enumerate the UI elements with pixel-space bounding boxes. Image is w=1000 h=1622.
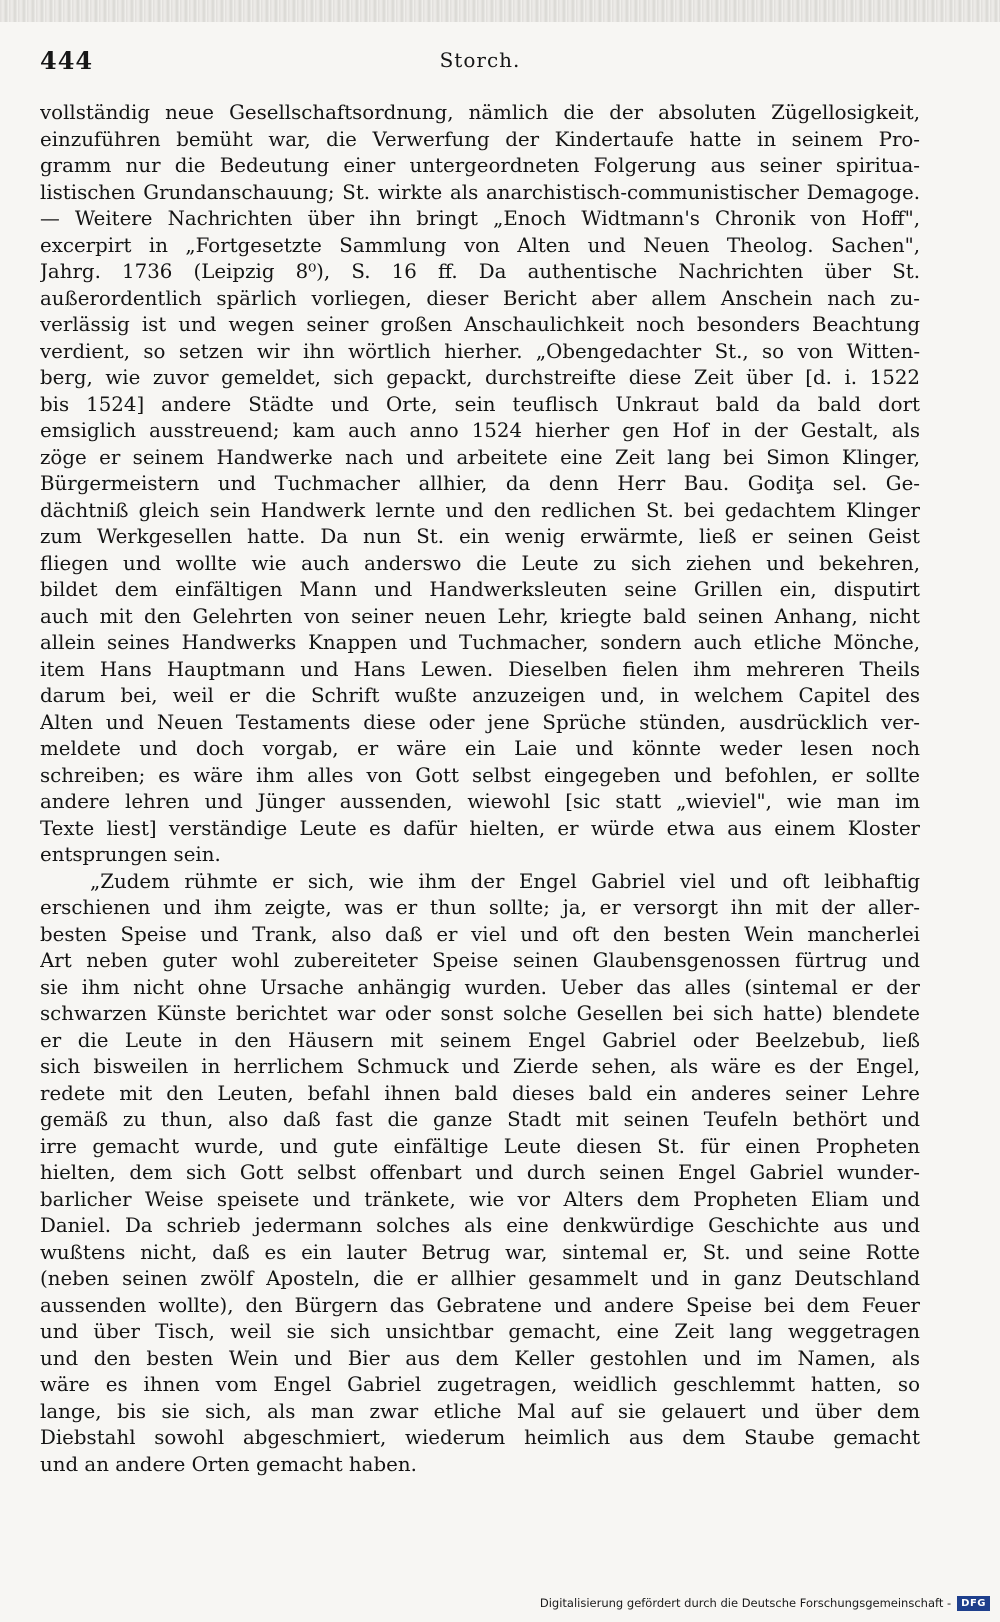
text-line: schreiben; es wäre ihm alles von Gott selbst eingegeben und befohlen, er sollte	[40, 763, 920, 787]
text-line: Texte liest] verständige Leute es dafür hielten, er würde etwa aus einem Kloster	[40, 816, 920, 840]
text-line: sie ihm nicht ohne Ursache anhängig wurden. Ueber das alles (sintemal er der	[40, 975, 920, 999]
text-line: dächtniß gleich sein Handwerk lernte und den redlichen St. bei gedachtem Klinger	[40, 498, 920, 522]
text-line: emsiglich ausstreuend; kam auch anno 1524 hierher gen Hof in der Gestalt, als	[40, 419, 920, 442]
text-line: vollständig neue Gesellschaftsordnung, nämlich die der absoluten Zügellosigkeit,	[40, 101, 920, 124]
text-line: meldete und doch vorgab, er wäre ein Laie und könnte weder lesen noch	[40, 737, 920, 760]
page-number: 444	[40, 46, 94, 75]
text-line: einzuführen bemüht war, die Verwerfung der Kindertaufe hatte in seinem Pro-	[40, 127, 920, 151]
digitization-credit	[540, 1592, 990, 1614]
text-line: — Weitere Nachrichten über ihn bringt „Enoch Widtmann's Chronik von Hoff",	[40, 207, 920, 230]
text-line: redete mit den Leuten, befahl ihnen bald dieses bald ein anderes seiner Lehre	[40, 1081, 920, 1105]
text-line: item Hans Hauptmann und Hans Lewen. Dieselben fielen ihm mehreren Theils	[40, 657, 920, 681]
text-line: bildet dem einfältigen Mann und Handwerksleuten seine Grillen ein, disputirt	[40, 578, 920, 601]
text-line: berg, wie zuvor gemeldet, sich gepackt, durchstreifte diese Zeit über [d. i. 1522	[40, 366, 920, 389]
text-line: Diebstahl sowohl abgeschmiert, wiederum heimlich aus dem Staube gemacht	[40, 1426, 920, 1449]
dfg-logo: DFG	[957, 1596, 990, 1611]
text-line: Jahrg. 1736 (Leipzig 8⁰), S. 16 ff. Da authentische Nachrichten über St.	[40, 260, 920, 283]
text-line: Daniel. Da schrieb jedermann solches als eine denkwürdige Geschichte aus und	[40, 1214, 920, 1237]
text-line: und über Tisch, weil sie sich unsichtbar gemacht, eine Zeit lang weggetragen	[40, 1320, 920, 1343]
text-line: irre gemacht wurde, und gute einfältige Leute diesen St. für einen Propheten	[40, 1134, 920, 1158]
text-line: Alten und Neuen Testaments diese oder jene Sprüche stünden, ausdrücklich ver-	[40, 710, 920, 734]
text-line: excerpirt in „Fortgesetzte Sammlung von Alten und Neuen Theolog. Sachen",	[40, 233, 920, 257]
scan-edge-noise	[0, 0, 1000, 22]
text-line: hielten, dem sich Gott selbst offenbart und durch seinen Engel Gabriel wunder-	[40, 1161, 920, 1184]
text-line: zöge er seinem Handwerke nach und arbeitete eine Zeit lang bei Simon Klinger,	[40, 445, 920, 469]
text-line: und den besten Wein und Bier aus dem Keller gestohlen und im Namen, als	[40, 1346, 920, 1370]
text-line: fliegen und wollte wie auch anderswo die Leute zu sich ziehen und bekehren,	[40, 551, 920, 575]
text-line: bis 1524] andere Städte und Orte, sein teuflisch Unkraut bald da bald dort	[40, 392, 920, 416]
text-line: wäre es ihnen vom Engel Gabriel zugetragen, weidlich geschlemmt hatten, so	[40, 1373, 920, 1396]
text-line: barlicher Weise speisete und tränkete, wie vor Alters dem Propheten Eliam und	[40, 1187, 920, 1211]
text-line-paragraph-end: und an andere Orten gemacht haben.	[40, 1452, 417, 1476]
article-body	[40, 100, 920, 1478]
text-line: er die Leute in den Häusern mit seinem Engel Gabriel oder Beelzebub, ließ	[40, 1028, 920, 1052]
text-line: lange, bis sie sich, als man zwar etliche Mal auf sie gelauert und über dem	[40, 1399, 920, 1423]
text-line-paragraph-start: „Zudem rühmte er sich, wie ihm der Engel Gabriel viel und oft leibhaftig	[90, 869, 920, 893]
text-line: zum Werkgesellen hatte. Da nun St. ein wenig erwärmte, ließ er seinen Geist	[40, 525, 920, 548]
text-line: wußtens nicht, daß es ein lauter Betrug war, sintemal er, St. und seine Rotte	[40, 1240, 920, 1264]
text-line: darum bei, weil er die Schrift wußte anzuzeigen und, in welchem Capitel des	[40, 684, 920, 707]
text-line: verlässig ist und wegen seiner großen Anschaulichkeit noch besonders Beachtung	[40, 313, 920, 336]
text-line: allein seines Handwerks Knappen und Tuchmacher, sondern auch etliche Mönche,	[40, 631, 920, 654]
text-line: erschienen und ihm zeigte, was er thun sollte; ja, er versorgt ihn mit der aller-	[40, 896, 920, 919]
credit-text: Digitalisierung gefördert durch die Deutsche Forschungsgemeinschaft -	[539, 1596, 952, 1610]
text-line: verdient, so setzen wir ihn wörtlich hierher. „Obengedachter St., so von Witten-	[40, 339, 920, 363]
text-line: Bürgermeistern und Tuchmacher allhier, da denn Herr Bau. Godiţa sel. Ge-	[40, 472, 920, 495]
text-line: (neben seinen zwölf Aposteln, die er allhier gesammelt und in ganz Deutschland	[40, 1267, 920, 1290]
text-line: listischen Grundanschauung; St. wirkte als anarchistisch-communistischer Demagoge.	[40, 180, 920, 204]
page-header	[40, 46, 920, 78]
text-line: schwarzen Künste berichtet war oder sonst solche Gesellen bei sich hatte) blendete	[40, 1002, 920, 1025]
text-line: gramm nur die Bedeutung einer untergeordneten Folgerung aus seiner spiritua-	[40, 154, 920, 177]
text-line: Art neben guter wohl zubereiteter Speise seinen Glaubensgenossen fürtrug und	[40, 949, 920, 972]
text-line: aussenden wollte), den Bürgern das Gebratene und andere Speise bei dem Feuer	[40, 1293, 920, 1317]
text-line: auch mit den Gelehrten von seiner neuen Lehr, kriegte bald seinen Anhang, nicht	[40, 604, 920, 628]
text-line: gemäß zu thun, also daß fast die ganze Stadt mit seinen Teufeln bethört und	[40, 1108, 920, 1131]
running-head: Storch.	[439, 48, 521, 72]
text-line-paragraph-end: entsprungen sein.	[40, 843, 221, 866]
text-line: andere lehren und Jünger aussenden, wiewohl [sic statt „wieviel", wie man im	[40, 790, 920, 813]
text-line: außerordentlich spärlich vorliegen, dieser Bericht aber allem Anschein nach zu-	[40, 286, 920, 310]
text-line: besten Speise und Trank, also daß er viel und oft den besten Wein mancherlei	[40, 922, 920, 946]
text-line: sich bisweilen in herrlichem Schmuck und Zierde sehen, als wäre es der Engel,	[40, 1055, 920, 1078]
